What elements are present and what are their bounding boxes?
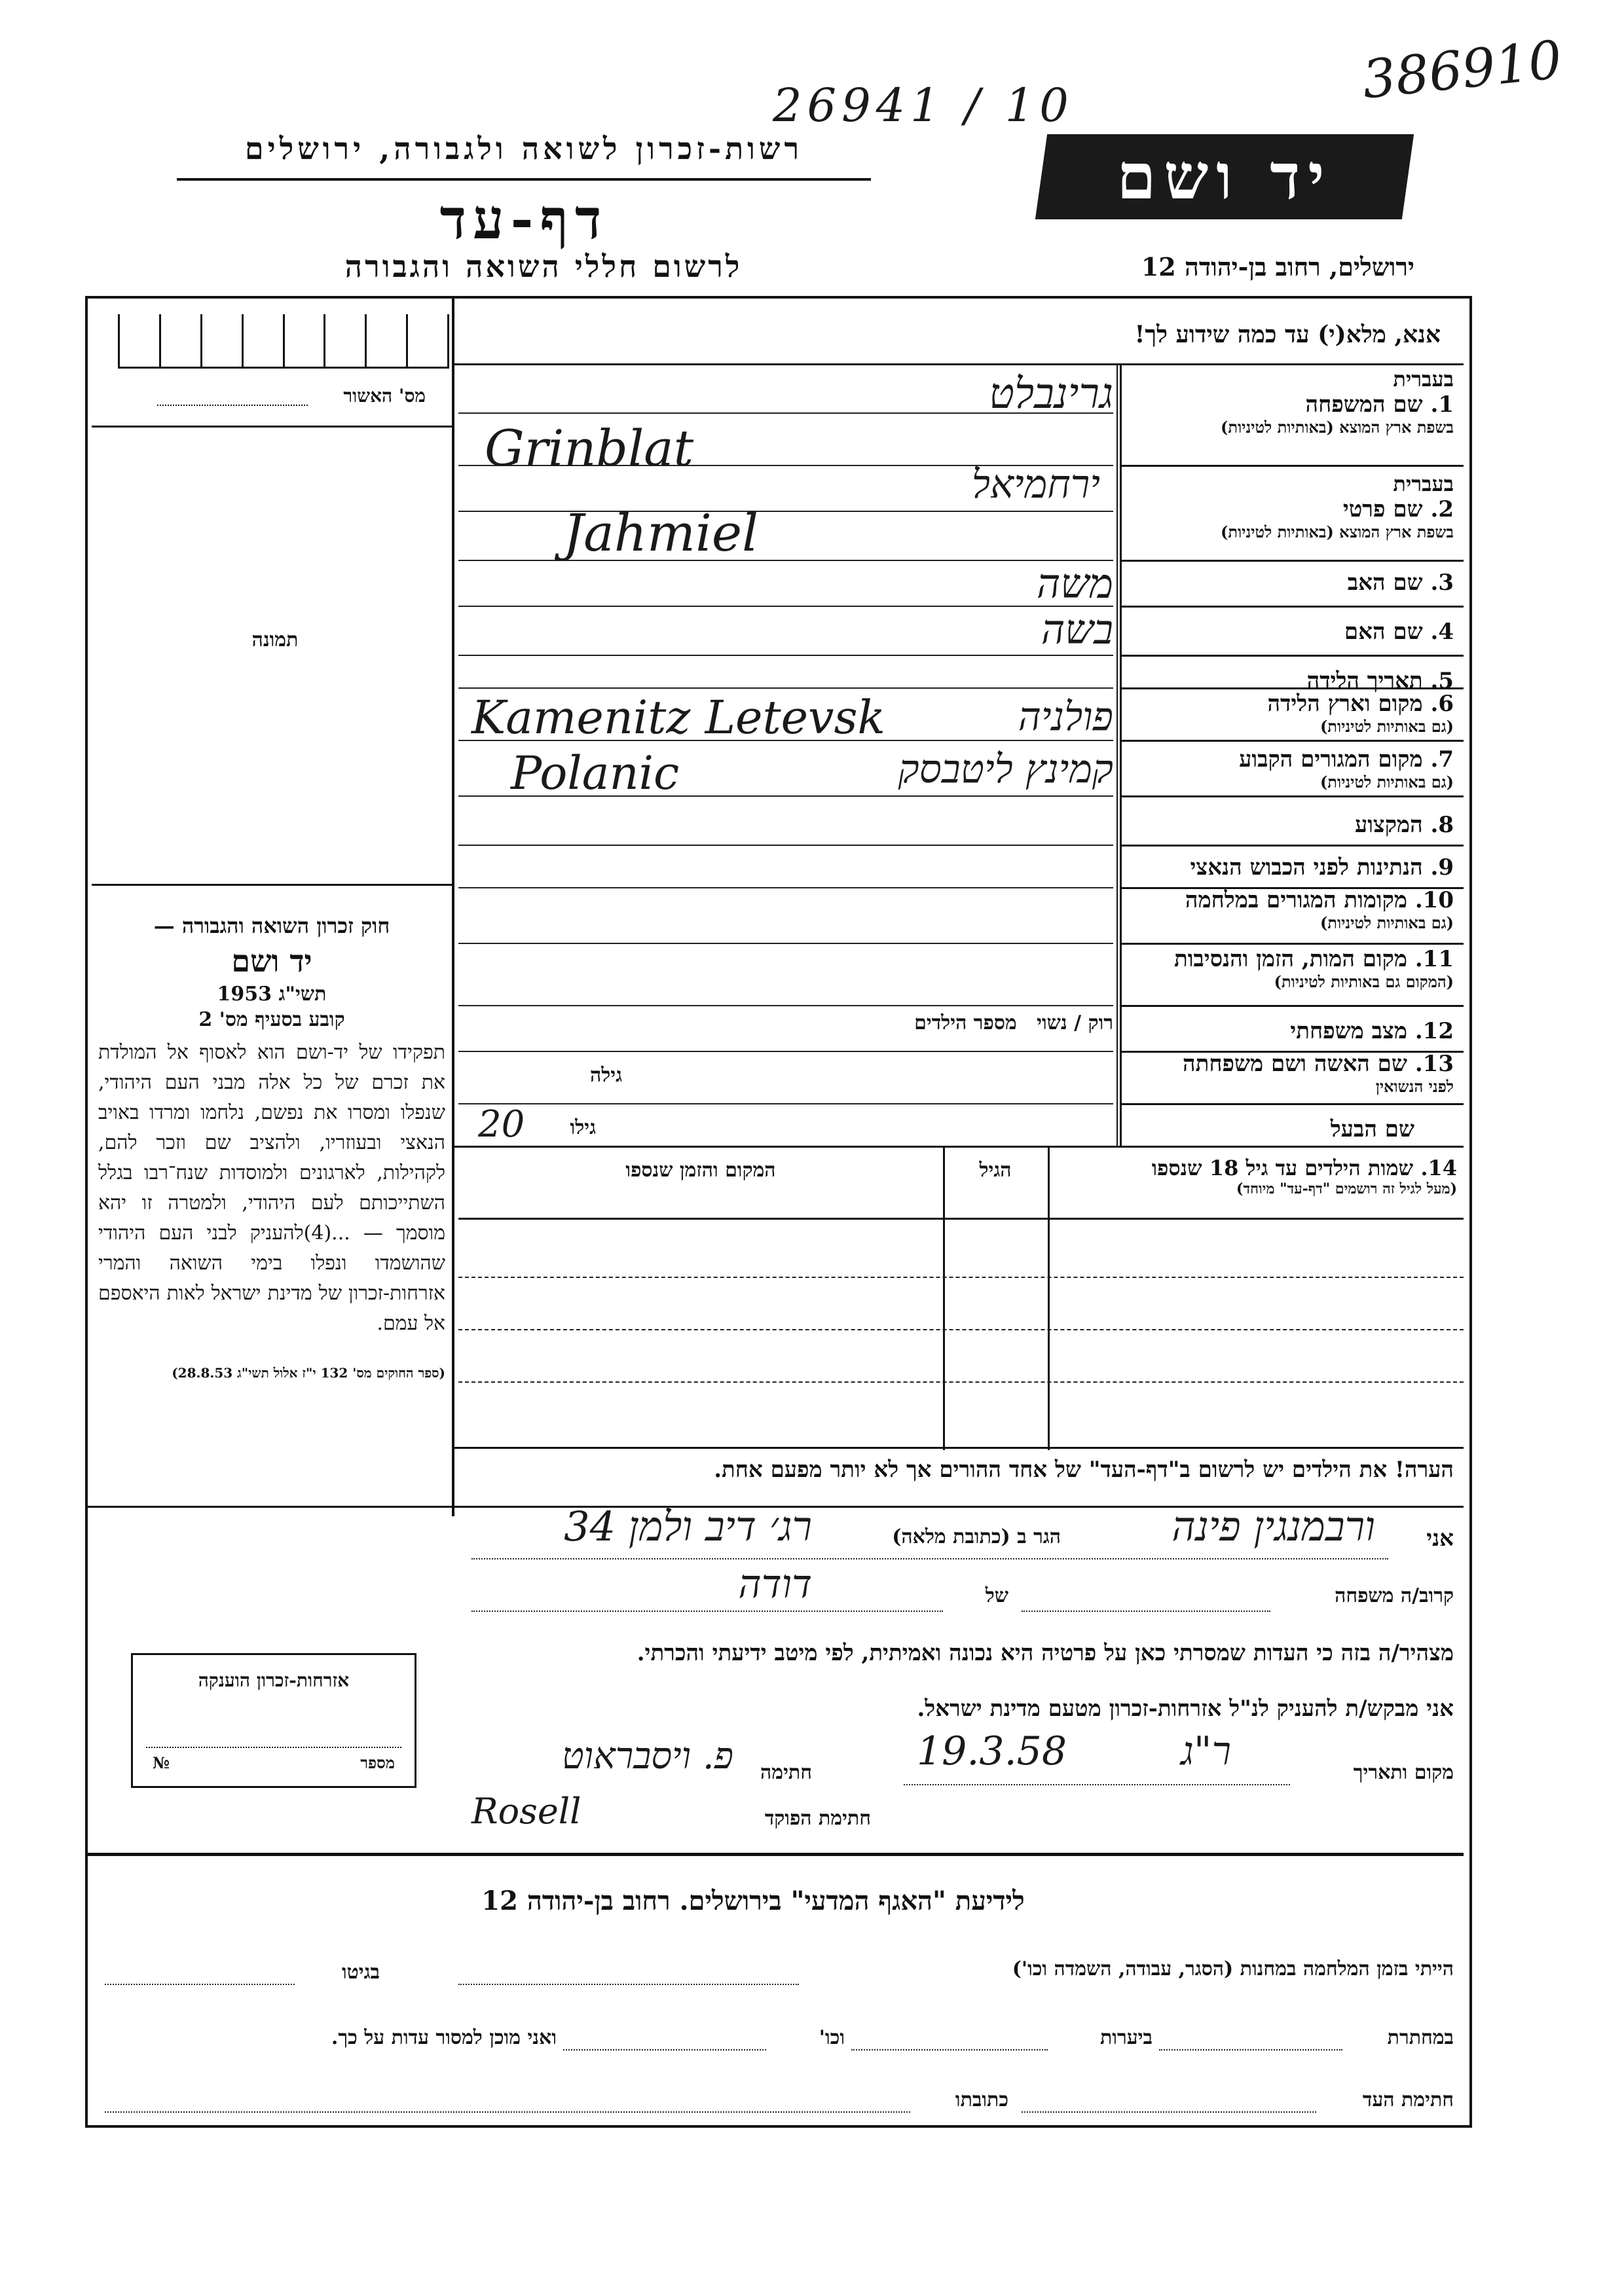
official-signature: Rosell	[471, 1791, 581, 1832]
page-title: דף-עד	[439, 187, 608, 251]
signature-label: חתימה	[760, 1761, 812, 1784]
field-3-label: שם האב	[1347, 570, 1423, 596]
birthplace-latin: Kamenitz Letevsk	[471, 691, 885, 744]
birthplace-hebrew: פולניה	[1018, 694, 1113, 740]
residence-latin: Polanic	[511, 746, 680, 800]
authority-title: רשות-זכרון לשואה ולגבורה, ירושלים	[244, 131, 803, 166]
of-label: של	[985, 1584, 1008, 1607]
marital-status-value: רוק / נשוי	[1037, 1011, 1113, 1034]
field-1-label: שם המשפחה	[1305, 392, 1423, 418]
firstname-hebrew: ירחמיאל	[971, 462, 1100, 507]
field-2-sub: בשפת ארץ המוצא (באותיות לטיניות)	[1221, 522, 1454, 541]
field-4-num: 4.	[1430, 619, 1454, 645]
field-8-label: המקצוע	[1354, 812, 1423, 838]
place-value: ר"ג	[1181, 1728, 1231, 1774]
bottom-ghetto: בגיטו	[341, 1961, 380, 1984]
law-year: תשי"ג 1953	[217, 983, 327, 1006]
field-10-num: 10.	[1414, 887, 1454, 913]
law-title: חוק זכרון השואה והגבורה —	[153, 913, 390, 938]
field-1-side: בעברית	[1393, 367, 1454, 392]
field-12-num: 12.	[1414, 1018, 1454, 1044]
field-8-num: 8.	[1430, 812, 1454, 838]
relation-value: דודה	[738, 1561, 812, 1607]
field-12-label: מצב משפחתי	[1290, 1018, 1407, 1044]
field-11-label: מקום המות, הזמן והנסיבות	[1173, 946, 1407, 972]
field-13-sub: לפני הנשואין	[1375, 1077, 1454, 1096]
firstname-latin: Jahmiel	[563, 504, 759, 563]
number-sign: №	[153, 1753, 170, 1772]
field-2-side: בעברית	[1393, 471, 1454, 496]
field-11-sub: (המקום גם באותיות לטיניות)	[1274, 972, 1454, 991]
field-5-num: 5.	[1430, 668, 1454, 694]
declaration-statement: מצהיר/ה בזה כי העדות שמסרתי כאן על פרטיה היא נכונה ואמיתית, לפי מיטב ידיעתי והכרתי.	[637, 1640, 1454, 1666]
official-sign-label: חתימת הפוקד	[764, 1807, 871, 1830]
witness-sign-label: חתימת העד	[1362, 2088, 1454, 2111]
citizenship-number-label: מספר	[360, 1753, 395, 1772]
bottom-etc: וכו'	[819, 2026, 845, 2049]
father-name: משה	[1037, 560, 1113, 608]
husband-age-label: גילו	[570, 1116, 596, 1139]
mother-name: בשה	[1041, 606, 1113, 653]
logo-text: יד ושם	[1116, 139, 1333, 213]
law-section: קובע בסעיף מס' 2	[198, 1008, 345, 1031]
relative-label: קרוב/ה משפחה	[1335, 1584, 1454, 1607]
residence-hebrew: קמינץ ליטבסק	[898, 746, 1113, 792]
declaration-request: אני מבקש/ת להעניק לנ"ל אזרחות-זכרון מטעם מדינת ישראל.	[917, 1696, 1454, 1722]
lives-at-label: הגר ב (כתובת מלאה)	[892, 1525, 1061, 1548]
field-9-label: הנתינות לפני הכבוש הנאצי	[1190, 854, 1423, 881]
field-10-label: מקומות המגורים במלחמה	[1185, 887, 1407, 913]
bottom-underground: במחתרת	[1387, 2026, 1454, 2049]
wife-age-label: גילה	[589, 1064, 622, 1087]
date-value: 19.3.58	[917, 1728, 1067, 1774]
bottom-forests: ביערות	[1099, 2026, 1153, 2049]
declarant-name: ורבמנגין פינה	[1172, 1503, 1375, 1550]
law-text: תפקידו של יד-ושם הוא לאסוף אל המולדת את זכרם של כל אלה מבני העם היהודי, שנפלו ומסרו את נפשם, נלחמו ומרדו באויב הנאצי ובעוזריו, ולהציב שם וזכר להם, לקהילות, לארגונים ולמוסדות שנח־רבו בגלל השתייכותם לעם היהודי, ולמטרה זו יהא מוסמך — ...(4)להעניק לבני העם היהודי שהושמדו ונפלו בימי השואה והמרי אזרחות-זכרון של מדינת ישראל לאות היאספם אל עמם.	[98, 1041, 446, 1335]
approval-number-label: מס' האשור	[343, 385, 426, 407]
form-note: הערה! את הילדים יש לרשום ב"דף-העד" של אחד ההורים אך לא יותר מפעם אחת.	[714, 1457, 1454, 1483]
field-11-num: 11.	[1414, 946, 1454, 972]
law-name: יד ושם	[231, 943, 312, 979]
field-2-label: שם פרטי	[1342, 496, 1423, 522]
children-sub: (מעל לגיל זה רושמים "דף-עד" מיוחד)	[1236, 1180, 1457, 1197]
field-6-sub: (גם באותיות לטיניות)	[1320, 717, 1454, 736]
husband-age-value: 20	[478, 1103, 525, 1146]
place-date-label: מקום ותאריך	[1353, 1761, 1454, 1784]
archive-number-left: 26941 / 10	[773, 79, 1074, 132]
surname-hebrew: גרינבלט	[989, 370, 1113, 418]
bottom-title: לידיעת "האגף המדעי" בירושלים. רחוב בן-יהודה 12	[481, 1886, 1025, 1916]
children-label: 14. שמות הילדים עד גיל 18 שנספו	[1151, 1156, 1457, 1180]
citizenship-box	[131, 1653, 416, 1788]
declaration-ani: אני	[1426, 1525, 1454, 1552]
field-3-num: 3.	[1430, 570, 1454, 596]
photo-label: תמונה	[251, 629, 299, 651]
field-4-label: שם האם	[1344, 619, 1423, 645]
approval-number-boxes	[118, 314, 449, 369]
field-6-label: מקום וארץ הלידה	[1267, 691, 1423, 717]
yad-vashem-logo	[1035, 134, 1414, 219]
citizenship-box-title: אזרחות-זכרון הוענקה	[198, 1669, 350, 1691]
bottom-line1: הייתי בזמן המלחמה במחנות (הסגר, עבודה, השמדה וכו')	[1012, 1958, 1454, 1980]
page-subtitle: לרשום חללי השואה והגבורה	[344, 249, 743, 284]
field-7-num: 7.	[1430, 746, 1454, 773]
field-1-num: 1.	[1430, 392, 1454, 418]
field-13-label: שם האשה ושם משפחתה	[1183, 1051, 1407, 1077]
field-2-num: 2.	[1430, 496, 1454, 522]
surname-latin: Grinblat	[485, 419, 694, 477]
field-7-sub: (גם באותיות לטיניות)	[1320, 773, 1454, 792]
field-10-sub: (גם באותיות לטיניות)	[1320, 913, 1454, 932]
field-5-label: תאריך הלידה	[1306, 668, 1423, 694]
children-count-label: מספר הילדים	[914, 1011, 1017, 1034]
witness-address-label: כתובתו	[955, 2088, 1008, 2111]
field-1-sub: בשפת ארץ המוצא (באותיות לטיניות)	[1221, 418, 1454, 437]
archive-number-right: 386910	[1359, 29, 1565, 111]
law-reference: (ספר החוקים מס' 132 י"ז אלול תשי"ג 28.8.53)	[172, 1365, 445, 1381]
form-instruction: אנא, מלא(י) עד כמה שידוע לך!	[1134, 321, 1441, 348]
field-6-num: 6.	[1430, 691, 1454, 717]
field-13-num: 13.	[1414, 1051, 1454, 1077]
children-place-header: המקום והזמן שנספו	[625, 1159, 776, 1182]
field-9-num: 9.	[1430, 854, 1454, 881]
declarant-address: רג׳ דיב ולמן 34	[564, 1503, 812, 1550]
signature-value: פ. ויסבראוט	[561, 1735, 733, 1777]
field-7-label: מקום המגורים הקבוע	[1239, 746, 1423, 773]
bottom-willing: ואני מוכן למסור עדות על כך.	[331, 2026, 557, 2049]
husband-label: שם הבעל	[1330, 1116, 1414, 1142]
header-address: ירושלים, רחוב בן-יהודה 12	[1141, 252, 1414, 282]
children-age-header: הגיל	[979, 1159, 1012, 1182]
